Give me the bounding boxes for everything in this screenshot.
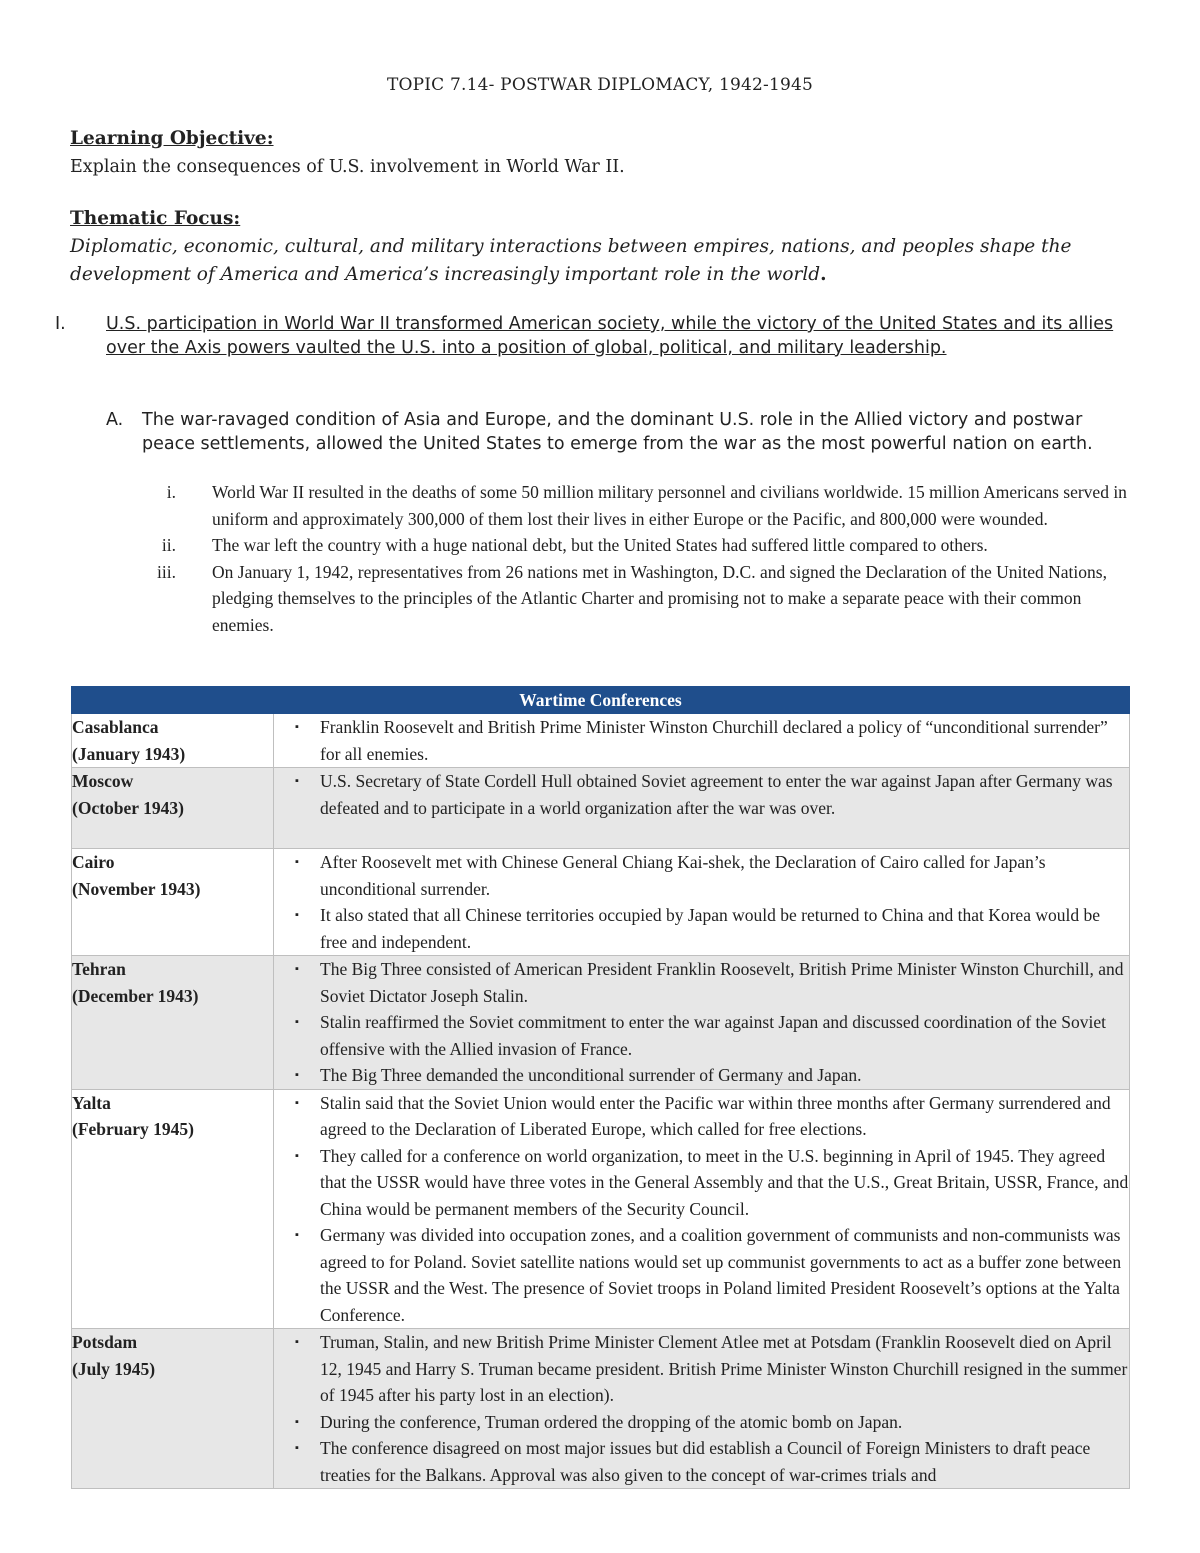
bullet-point: ▪ They called for a conference on world organization, to meet in the U.S. beginning in April of 1945. They agreed that the USSR would have three votes in the General Assembly and that the U.S., Great Britain, USSR, France, and China would be permanent members of the Security Council. bbox=[274, 1143, 1129, 1223]
bullet-icon: ▪ bbox=[295, 775, 299, 787]
bullet-point: ▪ After Roosevelt met with Chinese General Chiang Kai-shek, the Declaration of Cairo called for Japan’s unconditional surrender. bbox=[274, 849, 1129, 902]
table-row bbox=[72, 714, 1130, 768]
outline-marker-alpha: A. bbox=[106, 410, 124, 430]
bullet-icon: ▪ bbox=[295, 1069, 299, 1081]
table-row bbox=[72, 1329, 1130, 1489]
conference-date: (December 1943) bbox=[72, 985, 199, 1006]
bullet-icon: ▪ bbox=[295, 1229, 299, 1241]
list-item-text: On January 1, 1942, representatives from 26 nations met in Washington, D.C. and signed the Declaration of the United Nations, pledging themselves to the principles of the Atlantic Charter and promising not to make a separate peace with their common enemies. bbox=[212, 561, 1107, 635]
page-title: TOPIC 7.14- POSTWAR DIPLOMACY, 1942-1945 bbox=[386, 75, 814, 95]
bullet-icon: ▪ bbox=[295, 1415, 299, 1428]
conference-name: Moscow bbox=[72, 771, 134, 791]
outline-sub-list bbox=[140, 479, 1130, 638]
table-row bbox=[72, 956, 1130, 1090]
conference-date: (February 1945) bbox=[72, 1119, 194, 1139]
thematic-focus-heading: Thematic Focus: bbox=[70, 208, 241, 229]
conference-name: Casablanca bbox=[72, 717, 159, 737]
wartime-conferences-table bbox=[71, 686, 1130, 1489]
thematic-focus-text bbox=[70, 233, 1130, 289]
conference-points bbox=[274, 956, 1130, 1090]
bullet-icon: ▪ bbox=[295, 1336, 299, 1348]
learning-objective-heading: Learning Objective: bbox=[70, 128, 274, 149]
outline-point-alpha: The war-ravaged condition of Asia and Europe, and the dominant U.S. role in the Allied victory and postwar peace settlements, allowed the United States to emerge from the war as the most powerful nation on earth. bbox=[142, 410, 1093, 454]
conference-cell bbox=[72, 956, 274, 1090]
table-row bbox=[72, 768, 1130, 849]
table-title: Wartime Conferences bbox=[72, 687, 1130, 714]
bullet-point: ▪ Stalin reaffirmed the Soviet commitment to enter the war against Japan and discussed coordination of the Soviet offensive with the Allied invasion of France. bbox=[274, 1009, 1129, 1062]
conference-date: (October 1943) bbox=[72, 797, 184, 818]
conference-cell bbox=[72, 1089, 274, 1329]
bullet-point: ▪ Truman, Stalin, and new British Prime Minister Clement Atlee met at Potsdam (Franklin Roosevelt died on April 12, 1945 and Harry S. Truman became president. British Prime Minister Winston Churchill resigned in the summer of 1945 after his party lost in an election). bbox=[274, 1329, 1129, 1409]
outline-point-roman: U.S. participation in World War II transformed American society, while the victory of the United States and its allies over the Axis powers vaulted the U.S. into a position of global, political, and military leadership. bbox=[106, 314, 1114, 358]
bullet-icon: ▪ bbox=[295, 721, 299, 733]
bullet-point: ▪ U.S. Secretary of State Cordell Hull obtained Soviet agreement to enter the war against Japan after Germany was defeated and to participate in a world organization after the war was over. bbox=[274, 768, 1129, 821]
conference-points bbox=[274, 1329, 1130, 1489]
conference-cell bbox=[72, 768, 274, 849]
bullet-point: ▪ The conference disagreed on most major issues but did establish a Council of Foreign Ministers to draft peace treaties for the Balkans. Approval was also given to the concept of war-crimes trials and bbox=[274, 1435, 1129, 1488]
bullet-icon: ▪ bbox=[295, 1096, 299, 1109]
conference-points bbox=[274, 714, 1130, 768]
bullet-point: ▪ Germany was divided into occupation zones, and a coalition government of communists and non-communists was agreed to for Poland. Soviet satellite nations would set up communist governments to act as a buffer zone between the USSR and the West. The presence of Soviet troops in Poland limited President Roosevelt’s options at the Yalta Conference. bbox=[274, 1222, 1129, 1328]
list-marker: ii. bbox=[161, 535, 176, 555]
conference-name: Cairo bbox=[72, 852, 115, 872]
list-item bbox=[140, 559, 1130, 639]
conference-points bbox=[274, 849, 1130, 956]
thematic-focus-end: . bbox=[820, 264, 827, 285]
conference-cell bbox=[72, 714, 274, 768]
conference-cell bbox=[72, 849, 274, 956]
list-marker: i. bbox=[166, 482, 176, 502]
list-item bbox=[140, 479, 1130, 532]
conference-name: Tehran bbox=[72, 959, 126, 979]
thematic-focus-body: Diplomatic, economic, cultural, and military interactions between empires, nations, and peoples shape the development of America and America’s increasingly important role in the world bbox=[70, 236, 1072, 285]
list-marker: iii. bbox=[157, 561, 176, 582]
bullet-icon: ▪ bbox=[295, 1442, 299, 1454]
bullet-point: ▪ The Big Three demanded the unconditional surrender of Germany and Japan. bbox=[274, 1062, 1129, 1089]
bullet-icon: ▪ bbox=[295, 856, 299, 868]
list-item-text: World War II resulted in the deaths of some 50 million military personnel and civilians worldwide. 15 million Americans served in uniform and approximately 300,000 of them lost their lives in either Europe or the Pacific, and 800,000 were wounded. bbox=[212, 482, 1127, 529]
learning-objective-text: Explain the consequences of U.S. involvement in World War II. bbox=[70, 157, 625, 177]
bullet-point: ▪ Franklin Roosevelt and British Prime Minister Winston Churchill declared a policy of “unconditional surrender” for all enemies. bbox=[274, 714, 1129, 767]
conference-date: (July 1945) bbox=[72, 1358, 156, 1379]
bullet-icon: ▪ bbox=[295, 963, 299, 975]
list-item-text: The war left the country with a huge national debt, but the United States had suffered little compared to others. bbox=[212, 535, 988, 555]
conference-cell bbox=[72, 1329, 274, 1489]
bullet-point: ▪ Stalin said that the Soviet Union would enter the Pacific war within three months after Germany surrendered and agreed to the Declaration of Liberated Europe, which called for free elections. bbox=[274, 1090, 1129, 1143]
bullet-point: ▪ It also stated that all Chinese territories occupied by Japan would be returned to China and that Korea would be free and independent. bbox=[274, 902, 1129, 955]
bullet-icon: ▪ bbox=[295, 1149, 299, 1162]
list-item bbox=[140, 532, 1130, 559]
bullet-point: ▪ During the conference, Truman ordered the dropping of the atomic bomb on Japan. bbox=[274, 1409, 1129, 1436]
conference-points bbox=[274, 768, 1130, 849]
conference-date: (January 1943) bbox=[72, 743, 186, 764]
conference-points bbox=[274, 1089, 1130, 1329]
conference-name: Potsdam bbox=[72, 1332, 138, 1352]
outline-marker-roman: I. bbox=[55, 314, 66, 334]
table-row bbox=[72, 849, 1130, 956]
table-row bbox=[72, 1089, 1130, 1329]
conference-date: (November 1943) bbox=[72, 878, 201, 899]
bullet-icon: ▪ bbox=[295, 1016, 299, 1028]
bullet-icon: ▪ bbox=[295, 909, 299, 921]
bullet-point: ▪ The Big Three consisted of American President Franklin Roosevelt, British Prime Minister Winston Churchill, and Soviet Dictator Joseph Stalin. bbox=[274, 956, 1129, 1009]
conference-name: Yalta bbox=[72, 1092, 111, 1113]
